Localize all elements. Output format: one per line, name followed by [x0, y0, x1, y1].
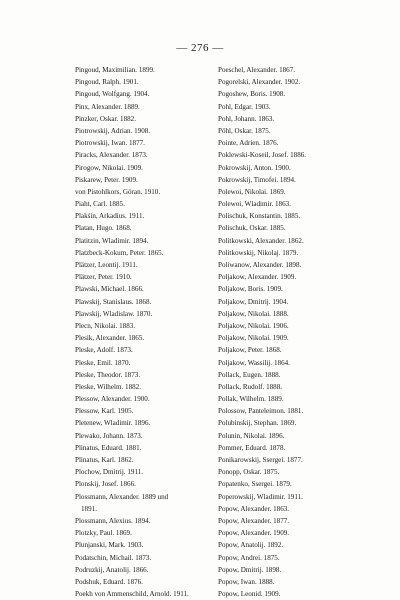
right-entry: Pohl, Edgar. 1903.: [218, 102, 271, 111]
left-entry: Platzbeck-Kokum, Peter. 1865.: [75, 248, 164, 257]
right-entry: Pöhl, Oskar. 1875.: [218, 126, 271, 135]
right-entry: Polewoi, Wladimir. 1863.: [218, 200, 291, 209]
left-entry: Podshuk, Eduard. 1876.: [75, 577, 143, 586]
left-entry: Plinatus, Karl. 1862.: [75, 456, 134, 464]
right-entry: Poljakow, Nikolai. 1888.: [218, 309, 289, 318]
right-entry: Popow, Leonid. 1909.: [218, 590, 281, 599]
right-entry: Polossow, Panteleimon. 1881.: [218, 407, 304, 416]
right-entry: Politkowski, Alexander. 1862.: [218, 236, 304, 245]
left-entry: Plawskij, Wladislaw. 1870.: [75, 309, 153, 318]
right-entry: Polischuk, Oskar. 1885.: [218, 224, 286, 233]
right-entry: Ponikarowskij, Ssergei. 1877.: [218, 456, 303, 464]
right-entry: Poperowskij, Wladimir. 1911.: [218, 492, 303, 501]
right-entry: Pollak, Wilhelm. 1889.: [218, 395, 284, 404]
page-number: — 276 —: [176, 42, 224, 54]
right-entry: Popow, Anatolij. 1892.: [218, 541, 284, 550]
left-entry: von Pistohlkors, Göran. 1910.: [75, 187, 161, 196]
left-entry: Podruzkij, Anatolij. 1866.: [75, 565, 149, 574]
left-entry: Pingoud, Wolfgang. 1904.: [75, 90, 150, 99]
right-entry: Pogorelski, Alexander. 1902.: [218, 78, 301, 87]
left-entry: Piskarew, Peter. 1909.: [75, 175, 138, 184]
left-entry: Pinx, Alexander. 1889.: [75, 102, 140, 111]
left-entry: Piracks, Alexander. 1873.: [75, 151, 148, 160]
left-entry: Pirogow, Nikolai. 1909.: [75, 163, 143, 172]
right-entry: Poljakow, Nikolai. 1906.: [218, 321, 289, 330]
left-entry: Pingoud, Ralph. 1901.: [75, 78, 139, 87]
right-entry: Pollack, Rudolf. 1888.: [218, 382, 283, 391]
right-entry: Popatenko, Ssergei. 1879.: [218, 480, 292, 489]
right-entry: Popow, Alexander. 1877.: [218, 516, 290, 525]
left-entry: 1891.: [81, 504, 97, 513]
right-entry: Poljakow, Alexander. 1909.: [218, 273, 297, 282]
left-entry: Plossmann, Alexius. 1894.: [75, 516, 151, 525]
right-entry: Popow, Iwan. 1888.: [218, 577, 275, 586]
right-entry: Politkowskij, Nikolaj. 1879.: [218, 248, 299, 257]
left-entry: Plawskij, Stanislaus. 1868.: [75, 297, 152, 306]
left-entry: Plakśin, Arkadius. 1911.: [75, 212, 145, 221]
right-entry: Pohl, Johann. 1863.: [218, 114, 275, 123]
left-entry: Piaht, Carl. 1885.: [75, 200, 125, 209]
left-entry: Plewako, Johann. 1873.: [75, 431, 143, 440]
left-entry: Platitzin, Wladimir. 1894.: [75, 236, 149, 245]
right-column: [218, 64, 338, 600]
left-entry: Pleske, Adolf. 1873.: [75, 346, 133, 355]
left-entry: Plätzer, Peter. 1910.: [75, 273, 132, 282]
left-entry: Plinatus, Eduard. 1881.: [75, 443, 142, 452]
left-entry: Pletenew, Wladimir. 1896.: [75, 419, 151, 428]
right-entry: Ponopp, Oskar. 1875.: [218, 468, 280, 477]
left-entry: Poekh von Ammenschild, Arnold. 1911.: [75, 590, 189, 599]
left-entry: Pleske, Emil. 1870.: [75, 358, 131, 367]
right-entry: Polubinskij, Stephan. 1869.: [218, 419, 297, 428]
right-entry: Poljakow, Wassilij. 1864.: [218, 358, 290, 367]
left-entry: Piotrowskij, Adrian. 1908.: [75, 126, 151, 135]
right-entry: Popow, Alexander. 1863.: [218, 504, 290, 513]
left-entry: Platan, Hugo. 1868.: [75, 224, 132, 233]
left-entry: Plessow, Karl. 1905.: [75, 407, 134, 416]
left-entry: Plessow, Alexander. 1900.: [75, 395, 150, 404]
left-entry: Pingoud, Maximilian. 1899.: [75, 66, 155, 74]
right-entry: Poljakow, Boris. 1909.: [218, 285, 283, 294]
left-entry: Podatschin, Michail. 1873.: [75, 553, 152, 562]
right-entry: Poklewski-Koseil, Josef. 1886.: [218, 151, 307, 160]
right-entry: Poljakow, Peter. 1868.: [218, 346, 282, 355]
left-entry: Pleske, Theodor. 1873.: [75, 370, 141, 379]
left-column: [75, 64, 209, 600]
right-entry: Poliwanow, Alexander. 1898.: [218, 261, 302, 269]
right-entry: Pokrowskij, Anton. 1900.: [218, 163, 291, 172]
right-entry: Pommer, Eduard. 1878.: [218, 443, 286, 452]
left-entry: Plawski, Michael. 1866.: [75, 285, 144, 294]
right-entry: Pollack, Eugen. 1888.: [218, 370, 281, 379]
left-entry: Plesik, Alexander. 1865.: [75, 334, 145, 343]
right-entry: Pointe, Adrien. 1876.: [218, 139, 279, 148]
left-entry: Plossmann, Alexander. 1889 und: [75, 492, 169, 501]
right-entry: Popow, Andrei. 1875.: [218, 553, 280, 562]
left-entry: Plotzky, Paul. 1869.: [75, 529, 132, 538]
right-entry: Popow, Dmitrij. 1898.: [218, 565, 282, 574]
left-entry: Plochow, Dmitrij. 1911.: [75, 468, 144, 477]
right-entry: Poeschel, Alexander. 1867.: [218, 66, 296, 74]
right-entry: Polunin, Nikolai. 1896.: [218, 431, 285, 440]
left-entry: Plunjanski, Mark. 1903.: [75, 541, 144, 550]
left-entry: Plecn, Nikolai. 1883.: [75, 321, 136, 330]
right-entry: Pogoshew, Boris. 1908.: [218, 90, 286, 99]
right-entry: Popow, Alexander. 1909.: [218, 529, 290, 538]
right-entry: Polewoi, Nikolai. 1869.: [218, 187, 286, 196]
right-entry: Poljakow, Nikolai. 1909.: [218, 334, 289, 343]
left-entry: Pleske, Wilhelm. 1882.: [75, 382, 141, 391]
right-entry: Pokrowskij, Timofei. 1894.: [218, 175, 296, 184]
left-entry: Piotrowskij, Iwan. 1877.: [75, 139, 145, 148]
left-entry: Pinzker, Oskar. 1882.: [75, 114, 136, 123]
right-entry: Polischuk, Konstantin. 1885.: [218, 212, 301, 221]
right-entry: Poljakow, Dmitrij. 1904.: [218, 297, 289, 306]
left-entry: Plonskij, Josef. 1866.: [75, 480, 136, 489]
left-entry: Plätzer, Leontij. 1911.: [75, 261, 138, 269]
